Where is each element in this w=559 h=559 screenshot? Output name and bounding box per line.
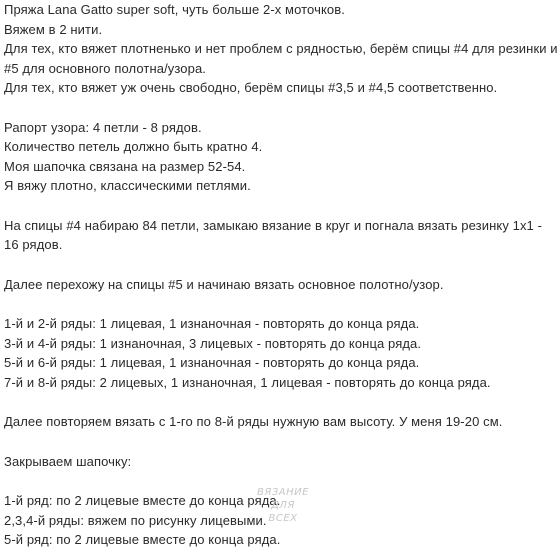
knitting-style-line: Я вяжу плотно, классическими петлями. bbox=[4, 178, 251, 193]
stitch-count-line: Количество петель должно быть кратно 4. bbox=[4, 139, 263, 154]
spacer bbox=[4, 255, 559, 275]
spacer bbox=[4, 196, 559, 216]
spacer bbox=[4, 98, 559, 118]
closing-rows-2-4-line: 2,3,4-й ряды: вяжем по рисунку лицевыми. bbox=[4, 512, 267, 528]
watermark-line: ВСЕХ bbox=[268, 513, 298, 524]
pattern-repeat-line: Рапорт узора: 4 петли - 8 рядов. bbox=[4, 119, 202, 135]
watermark-line: ВЯЗАНИЕ bbox=[257, 487, 309, 498]
closing-heading-line: Закрываем шапочку: bbox=[4, 453, 132, 469]
rows-3-4-line: 3-й и 4-й ряды: 1 изнаночная, 3 лицевых - повторять до конца ряда. bbox=[4, 335, 422, 351]
closing-row-5-line: 5-й ряд: по 2 лицевые вместе до конца ряда. bbox=[4, 532, 281, 547]
rows-1-2-line: 1-й и 2-й ряды: 1 лицевая, 1 изнаночная - повторять до конца ряда. bbox=[4, 316, 420, 331]
spacer bbox=[4, 471, 559, 491]
repeat-height-line: Далее повторяем вязать с 1-го по 8-й ряды нужную вам высоту. У меня 19-20 см. bbox=[4, 414, 503, 429]
spacer bbox=[4, 294, 559, 314]
watermark-line: ДЛЯ bbox=[271, 500, 295, 511]
closing-row-1-line: 1-й ряд: по 2 лицевые вместе до конца ряда. bbox=[4, 493, 281, 508]
size-line: Моя шапочка связана на размер 52-54. bbox=[4, 158, 246, 174]
main-pattern-intro-line: Далее перехожу на спицы #5 и начинаю вязать основное полотно/узор. bbox=[4, 276, 444, 292]
spacer bbox=[4, 432, 559, 452]
threads-line: Вяжем в 2 нити. bbox=[4, 21, 103, 37]
rows-7-8-line: 7-й и 8-й ряды: 2 лицевых, 1 изнаночная, 1 лицевая - повторять до конца ряда. bbox=[4, 374, 491, 390]
loose-knitters-line: Для тех, кто вяжет уж очень свободно, берём спицы #3,5 и #4,5 соответственно. bbox=[4, 80, 498, 95]
spacer bbox=[4, 392, 559, 412]
pattern-text bbox=[4, 0, 559, 550]
rows-5-6-line: 5-й и 6-й ряды: 1 лицевая, 1 изнаночная - повторять до конца ряда. bbox=[4, 355, 420, 370]
tight-knitters-line: Для тех, кто вяжет плотненько и нет проблем с рядностью, берём спицы #4 для резинки и #5 для основного полотна/узора. bbox=[4, 41, 558, 76]
cast-on-line: На спицы #4 набираю 84 петли, замыкаю вязание в круг и погнала вязать резинку 1х1 - 16 рядов. bbox=[4, 217, 543, 252]
yarn-line: Пряжа Lana Gatto super soft, чуть больше 2-х моточков. bbox=[4, 2, 345, 17]
